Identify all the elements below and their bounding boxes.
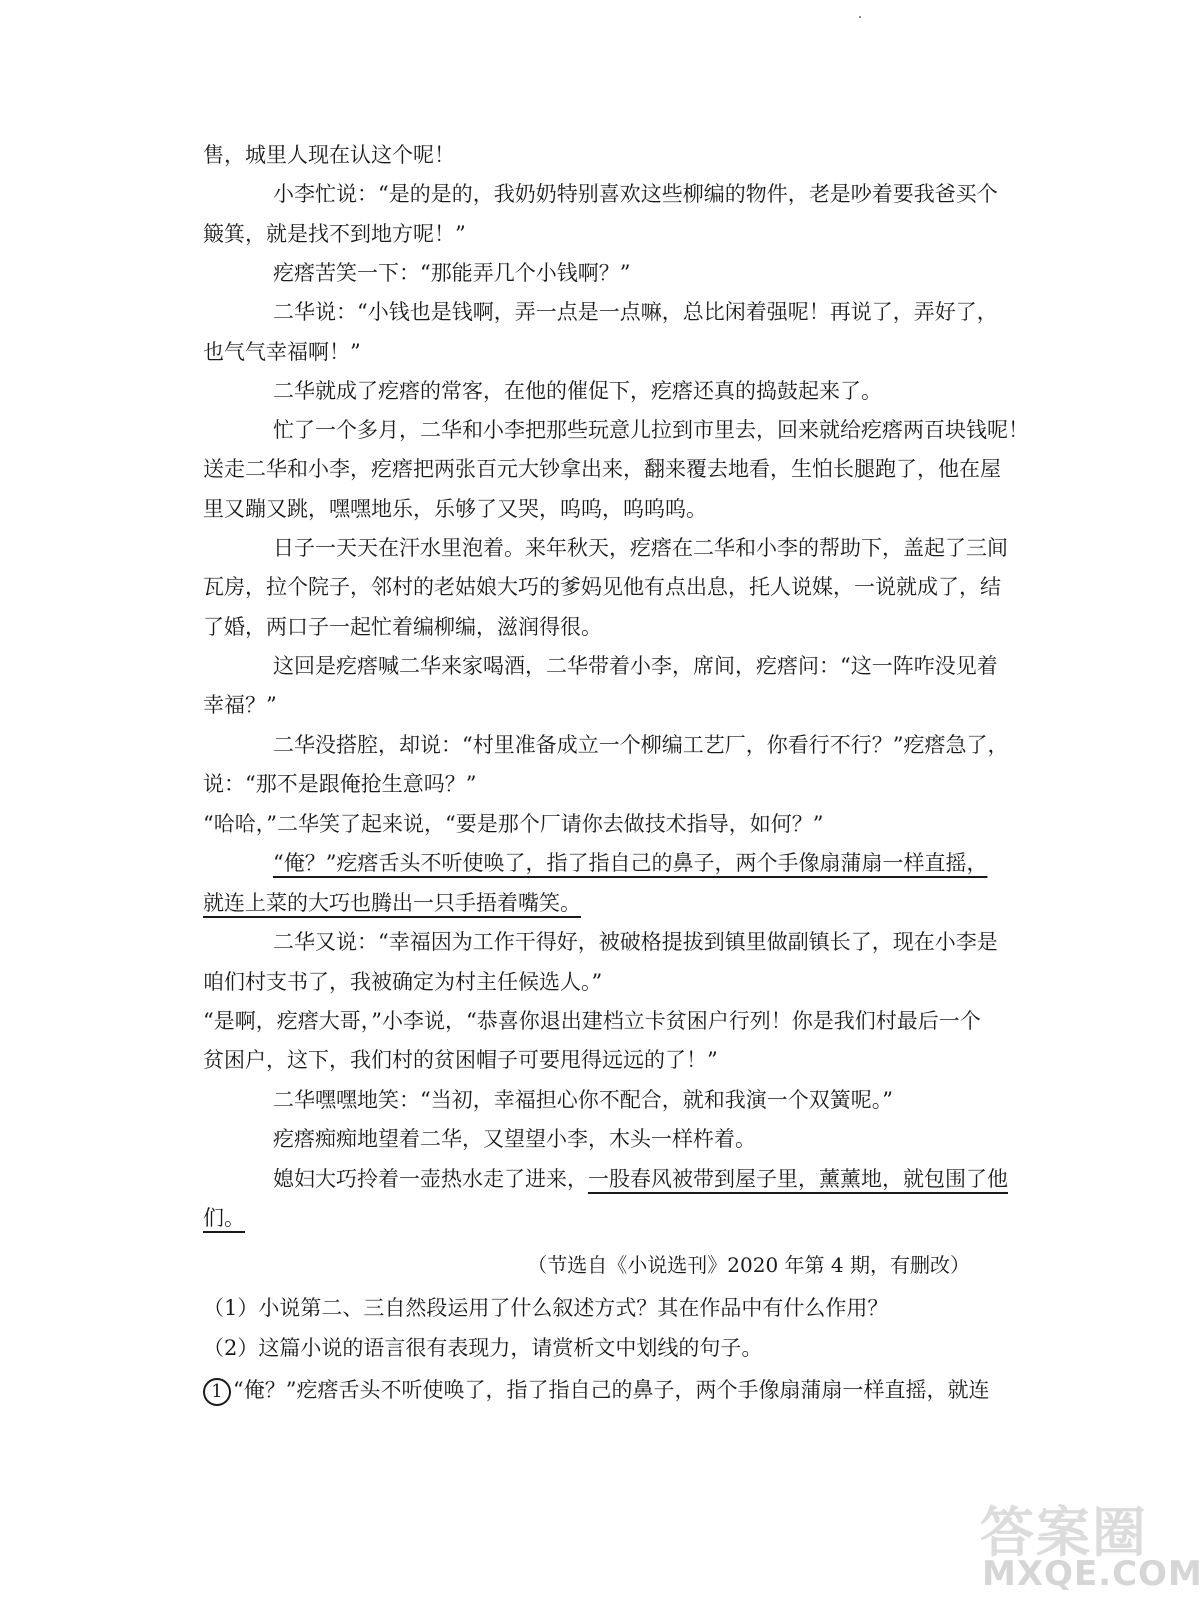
- passage-line-text: 二华就成了疙瘩的常客，在他的催促下，疙瘩还真的捣鼓起来了。: [273, 379, 882, 403]
- passage-line: [203, 573, 1001, 601]
- passage-line-text: “哈哈，”二华笑了起来说，“要是那个厂请你去做技术指导，如何？”: [203, 812, 824, 836]
- passage-line-text: 二华又说：“幸福因为工作干得好，被破格提拔到镇里做副镇长了，现在小李是: [273, 930, 998, 954]
- passage-line: [273, 731, 1008, 759]
- passage-line: [273, 259, 630, 287]
- passage-line-text: 贫困户，这下，我们村的贫困帽子可要甩得远远的了！”: [203, 1048, 718, 1072]
- passage-line-text: 说：“那不是跟俺抢生意吗？”: [203, 772, 477, 796]
- passage-line-text: 了婚，两口子一起忙着编柳编，滋润得很。: [203, 615, 602, 639]
- passage-line-text: 二华嘿嘿地笑：“当初，幸福担心你不配合，就和我演一个双簧呢。”: [273, 1088, 893, 1112]
- passage-line-text: 咱们村支书了，我被确定为村主任候选人。”: [203, 970, 603, 994]
- circled-number: 1: [203, 1378, 231, 1406]
- passage-line: [273, 928, 998, 956]
- passage-line: [203, 1007, 981, 1035]
- passage-line-text: 忙了一个多月，二华和小李把那些玩意儿拉到市里去，回来就给疙瘩两百块钱呢！: [273, 418, 1029, 442]
- passage-line: [203, 141, 455, 169]
- passage-line: [203, 968, 602, 996]
- watermark-top: 答案圈: [980, 1501, 1148, 1564]
- passage-line: [273, 377, 882, 405]
- question-2: （2）这篇小说的语言很有表现力，请赏析文中划线的句子。: [203, 1336, 763, 1360]
- watermark-bottom: MXQE.COM: [982, 1554, 1203, 1594]
- passage-line-text: 日子一天天在汗水里泡着。来年秋天，疙瘩在二华和小李的帮助下，盖起了三间: [273, 536, 1008, 560]
- passage-line-text: 二华说：“小钱也是钱啊，弄一点是一点嘛，总比闲着强呢！再说了，弄好了，: [273, 300, 998, 324]
- passage-line-text: 媳妇大巧拎着一壶热水走了进来，: [273, 1167, 588, 1191]
- passage-line: [203, 455, 1001, 483]
- passage-line: [273, 849, 987, 877]
- passage-line-text: 里又蹦又跳，嘿嘿地乐，乐够了又哭，呜呜，呜呜呜。: [203, 497, 707, 521]
- passage-line-text: 小李忙说：“是的是的，我奶奶特别喜欢这些柳编的物件，老是吵着要我爸买个: [273, 182, 998, 206]
- passage-line-text: 疙瘩痴痴地望着二华，又望望小李，木头一样杵着。: [273, 1127, 756, 1151]
- passage-line-text: 二华没搭腔，却说：“村里准备成立一个柳编工艺厂，你看行不行？”疙瘩急了，: [273, 733, 1009, 757]
- passage-line: [273, 1086, 893, 1114]
- source-citation: （节选自《小说选刊》2020 年第 4 期，有删改）: [527, 1253, 970, 1277]
- passage-line: [273, 180, 998, 208]
- passage-line: [273, 1125, 756, 1153]
- question-item-1: [203, 1376, 989, 1406]
- underlined-sentence: 一股春风被带到屋子里，薰薰地，就包围了他: [588, 1167, 1008, 1191]
- passage-line: [273, 652, 998, 680]
- passage-line: [203, 691, 277, 719]
- passage-line-text: 瓦房，拉个院子，邻村的老姑娘大巧的爹妈见他有点出息，托人说媒，一说就成了，结: [203, 575, 1001, 599]
- passage-line: [273, 534, 1008, 562]
- question-item-1-text: “俺？”疙瘩舌头不听使唤了，指了指自己的鼻子，两个手像扇蒲扇一样直摇，就连: [233, 1378, 990, 1402]
- passage-line-text: 疙瘩苦笑一下：“那能弄几个小钱啊？”: [273, 261, 631, 285]
- watermark-logo: [970, 1490, 1203, 1595]
- underlined-sentence: 们。: [203, 1206, 245, 1230]
- passage-line-text: “俺？”疙瘩舌头不听使唤了，指了指自己的鼻子，两个手像扇蒲扇一样直摇，: [273, 851, 988, 875]
- passage-line-text: 这回是疙瘩喊二华来家喝酒，二华带着小李，席间，疙瘩问：“这一阵咋没见着: [273, 654, 998, 678]
- passage-line: [203, 770, 476, 798]
- passage-line-text: 簸箕，就是找不到地方呢！”: [203, 222, 466, 246]
- passage-line-text: 幸福？”: [203, 693, 277, 717]
- passage-line: [273, 1165, 1008, 1193]
- passage-line-text: “是啊，疙瘩大哥，”小李说，“恭喜你退出建档立卡贫困户行列！你是我们村最后一个: [203, 1009, 981, 1033]
- passage-line: [203, 220, 466, 248]
- passage-line: [203, 889, 581, 917]
- passage-line: [273, 416, 1029, 444]
- passage-line: [203, 1046, 718, 1074]
- passage-line: [273, 298, 998, 326]
- passage-line-text: 就连上菜的大巧也腾出一只手捂着嘴笑。: [203, 891, 581, 915]
- passage-line: [203, 338, 361, 366]
- passage-line-text: 售，城里人现在认这个呢！: [203, 143, 455, 167]
- passage-line: [203, 495, 707, 523]
- question-1: （1）小说第二、三自然段运用了什么叙述方式？其在作品中有什么作用？: [203, 1296, 889, 1320]
- scan-speck: [859, 16, 861, 18]
- passage-line: [203, 1204, 245, 1232]
- passage-line-text: 送走二华和小李，疙瘩把两张百元大钞拿出来，翻来覆去地看，生怕长腿跑了，他在屋: [203, 457, 1001, 481]
- passage-line-text: 也气气幸福啊！”: [203, 340, 361, 364]
- passage-line: [203, 810, 823, 838]
- passage-line: [203, 613, 602, 641]
